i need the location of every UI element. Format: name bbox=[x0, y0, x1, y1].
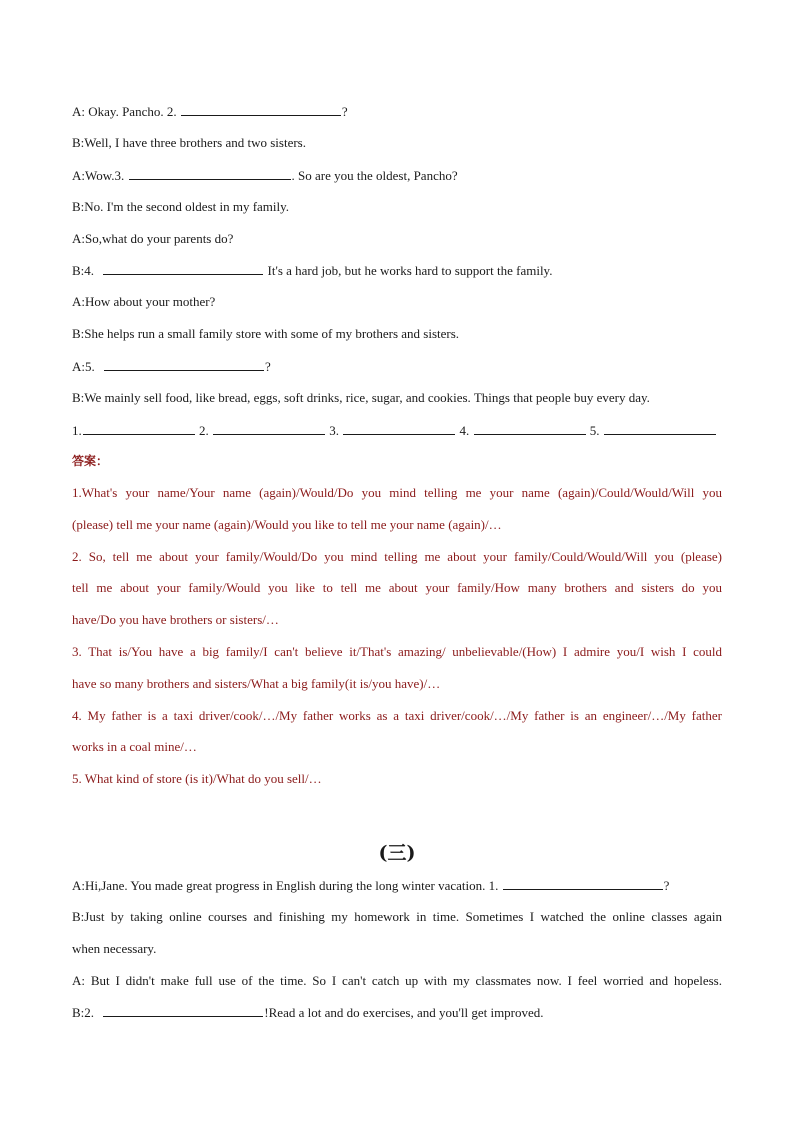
section3-line-2: B:Just by taking online courses and finishing my homework in time. Sometimes I watched the online classes again bbox=[72, 909, 722, 924]
text: A:Hi,Jane. You made great progress in English during the long winter vacation. 1. bbox=[72, 878, 499, 893]
answer-blank-5[interactable] bbox=[104, 358, 264, 371]
answer-label bbox=[72, 453, 722, 469]
answer-3-line-2: have so many brothers and sisters/What a big family(it is/you have)/… bbox=[72, 676, 441, 691]
dialogue-line-3 bbox=[72, 167, 722, 184]
blank-number: 1. bbox=[72, 423, 82, 438]
dialogue-line-4: B:No. I'm the second oldest in my family. bbox=[72, 199, 290, 214]
dialogue-line-5: A:So,what do your parents do? bbox=[72, 231, 234, 246]
answer-4-line-2: works in a coal mine/… bbox=[72, 739, 197, 754]
answer-4-line-1: 4. My father is a taxi driver/cook/…/My father works as a taxi driver/cook/…/My father is an engineer/…/My father bbox=[72, 708, 722, 723]
dialogue-line-1 bbox=[72, 103, 722, 120]
text: ? bbox=[341, 104, 348, 119]
dialogue-line-8: B:She helps run a small family store with some of my brothers and sisters. bbox=[72, 326, 460, 341]
answer-blank-s3-1[interactable] bbox=[503, 877, 663, 890]
text: !Read a lot and do exercises, and you'll get improved. bbox=[264, 1005, 544, 1020]
section3-line-4: A: But I didn't make full use of the time. So I can't catch up with my classmates now. I feel worried and hopeless. bbox=[72, 973, 722, 988]
blank-number: 2. bbox=[199, 423, 209, 438]
section-heading: (三) bbox=[378, 842, 416, 864]
answer-blanks-row bbox=[72, 422, 722, 439]
text: . So are you the oldest, Pancho? bbox=[291, 168, 458, 183]
text: It's a hard job, but he works hard to support the family. bbox=[267, 263, 553, 278]
section3-line-5 bbox=[72, 1004, 722, 1021]
blank-number: 4. bbox=[459, 423, 470, 438]
answer-2-line-3: have/Do you have brothers or sisters/… bbox=[72, 612, 279, 627]
section3-line-1 bbox=[72, 877, 722, 894]
dialogue-line-2: B:Well, I have three brothers and two sisters. bbox=[72, 135, 306, 150]
answer-3-line-1: 3. That is/You have a big family/I can't believe it/That's amazing/ unbelievable/(How) I admire you/I wish I could bbox=[72, 644, 722, 659]
text: ? bbox=[265, 359, 271, 374]
text: ? bbox=[663, 878, 670, 893]
answer-label-text: 答案： bbox=[72, 454, 109, 468]
dialogue-line-7: A:How about your mother? bbox=[72, 294, 216, 309]
answer-line-3[interactable] bbox=[343, 422, 455, 435]
answer-blank-2[interactable] bbox=[181, 103, 341, 116]
section3-line-3: when necessary. bbox=[72, 941, 157, 956]
answer-blank-s3-2[interactable] bbox=[103, 1004, 263, 1017]
answer-line-4[interactable] bbox=[474, 422, 586, 435]
answer-1-line-2: (please) tell me your name (again)/Would you like to tell me your name (again)/… bbox=[72, 517, 502, 532]
text: A:5. bbox=[72, 359, 95, 374]
dialogue-line-10: B:We mainly sell food, like bread, eggs, soft drinks, rice, sugar, and cookies. Things that people buy every day. bbox=[72, 390, 650, 405]
answer-line-1[interactable] bbox=[83, 422, 195, 435]
text: B:2. bbox=[72, 1005, 95, 1020]
answer-5-line-1: 5. What kind of store (is it)/What do you sell/… bbox=[72, 771, 322, 786]
blank-number: 5. bbox=[589, 423, 600, 438]
dialogue-line-6 bbox=[72, 262, 722, 279]
answer-2-line-1: 2. So, tell me about your family/Would/Do you mind telling me about your family/Could/Would/Will you (please) bbox=[72, 549, 722, 564]
dialogue-line-9 bbox=[72, 358, 722, 375]
answer-line-5[interactable] bbox=[604, 422, 716, 435]
blank-number: 3. bbox=[329, 423, 339, 438]
text: B:4. bbox=[72, 263, 95, 278]
text: A: Okay. Pancho. 2. bbox=[72, 104, 177, 119]
answer-1-line-1: 1.What's your name/Your name (again)/Would/Do you mind telling me your name (again)/Could/Would/Will you bbox=[72, 485, 722, 500]
text: A:Wow.3. bbox=[72, 168, 125, 183]
answer-blank-3[interactable] bbox=[129, 167, 291, 180]
answer-line-2[interactable] bbox=[213, 422, 325, 435]
answer-2-line-2: tell me about your family/Would you like to tell me about your family/How many brothers and sisters do you bbox=[72, 580, 722, 595]
answer-blank-4[interactable] bbox=[103, 262, 263, 275]
